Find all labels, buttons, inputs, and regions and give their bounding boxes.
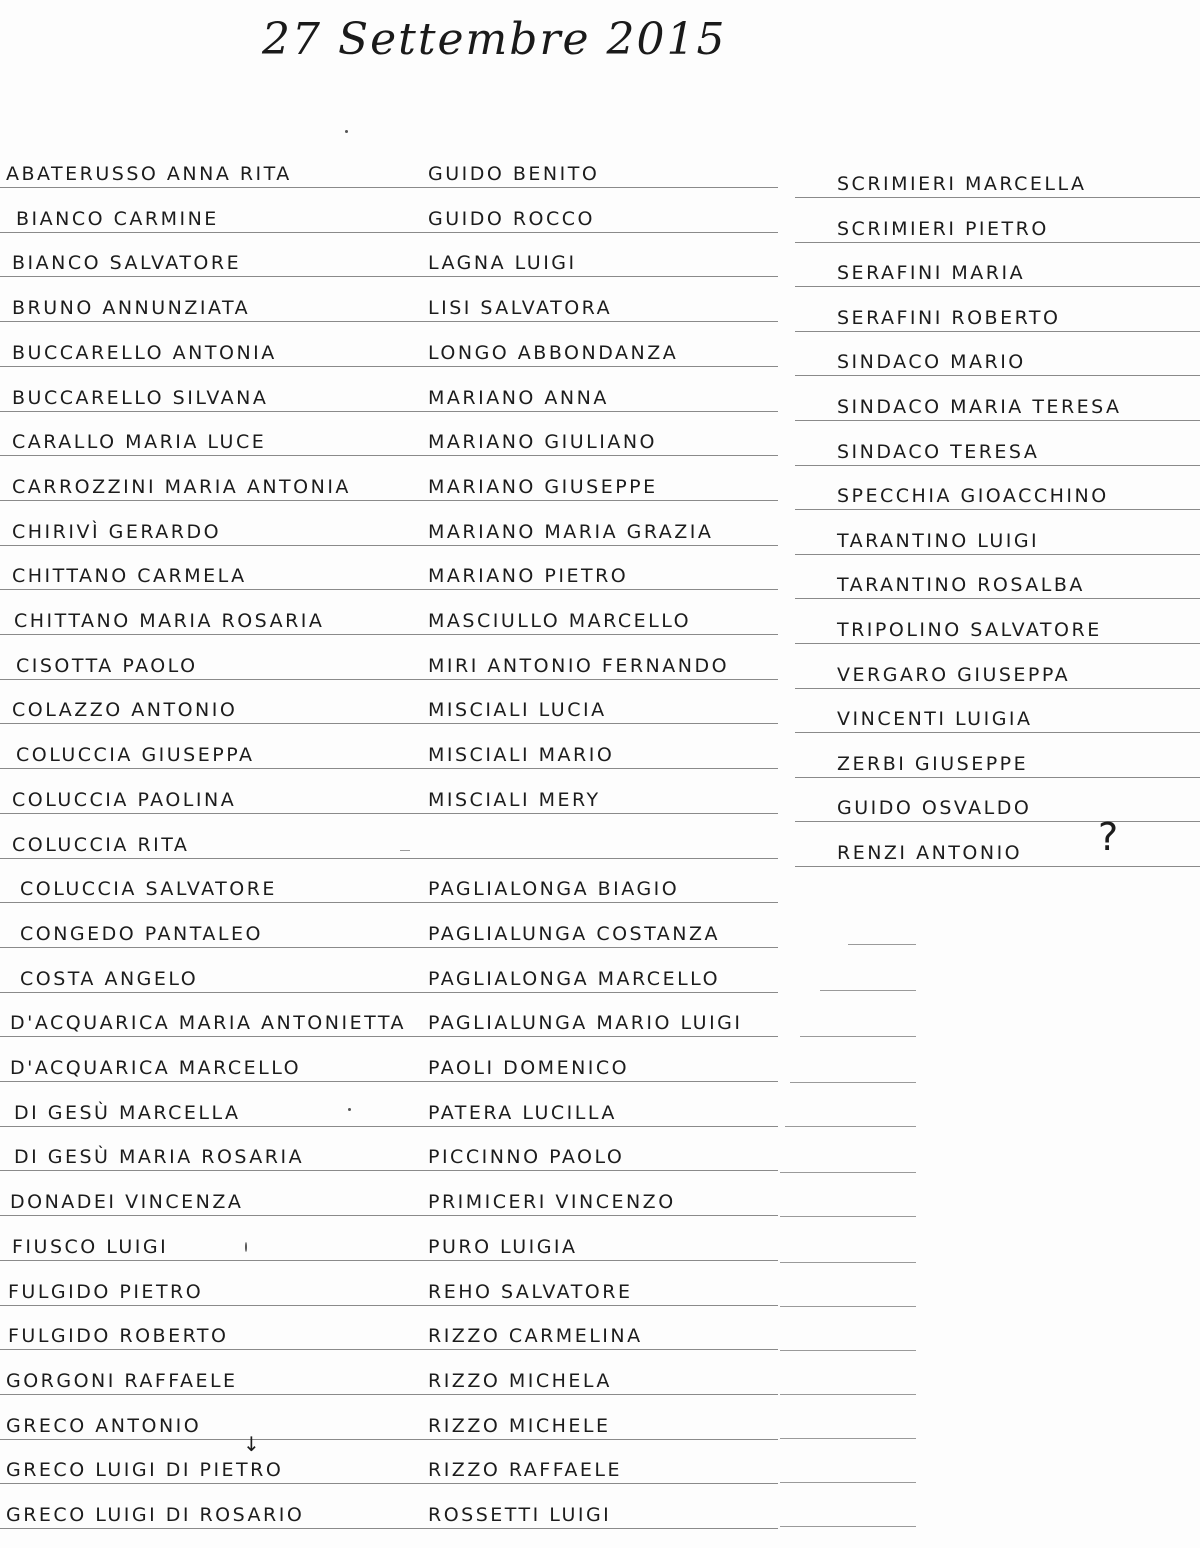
name-entry-text: DI GESÙ MARIA ROSARIA [14,1146,305,1169]
name-entry [0,783,408,814]
blank-ruled-line [780,1306,916,1307]
blank-ruled-line [780,1262,916,1263]
name-entry [400,425,778,456]
name-entry [0,291,408,322]
name-entry-text: D'ACQUARICA MARCELLO [10,1057,302,1079]
name-entry-text: SINDACO MARIA TERESA [837,396,1122,418]
name-entry [400,649,778,680]
name-entry-text: VINCENTI LUIGIA [837,708,1033,731]
name-entry-text: PAGLIALONGA BIAGIO [428,878,680,901]
name-entry-text: GRECO LUIGI DI ROSARIO [6,1504,305,1526]
blank-ruled-line [780,1350,916,1351]
name-entry [0,381,408,412]
name-entry-text: RIZZO RAFFAELE [428,1459,622,1482]
name-entry-text: BUCCARELLO ANTONIA [12,341,277,364]
name-entry-text: VERGARO GIUSEPPA [837,663,1071,686]
name-entry-text: CARROZZINI MARIA ANTONIA [12,475,351,498]
name-entry-text: MIRI ANTONIO FERNANDO [428,654,730,677]
name-entry-text: PAGLIALUNGA MARIO LUIGI [428,1012,743,1035]
name-entry [400,470,778,501]
name-entry-text: PRIMICERI VINCENZO [428,1191,676,1214]
name-entry-text: CHITTANO MARIA ROSARIA [14,610,325,632]
name-entry [400,962,778,993]
name-entry-text: BIANCO SALVATORE [12,252,242,275]
name-entry-text: MARIANO MARIA GRAZIA [428,520,714,543]
name-entry-text: CARALLO MARIA LUCE [12,431,267,454]
blank-ruled-line [848,944,916,945]
name-entry-text: CHIRIVÌ GERARDO [12,520,222,543]
name-entry-text: COLAZZO ANTONIO [12,699,238,722]
name-entry [0,828,408,859]
name-entry-text: PICCINNO PAOLO [428,1146,625,1169]
blank-ruled-line [800,1036,916,1037]
name-entry [795,524,1200,555]
name-entry [400,1275,778,1306]
name-entry [795,658,1200,689]
name-entry-text: GUIDO OSVALDO [837,797,1032,820]
name-entry-text: GUIDO ROCCO [428,207,596,230]
name-entry-text: MISCIALI LUCIA [428,699,607,722]
name-entry-text: COLUCCIA PAOLINA [12,788,237,811]
name-entry [400,1230,778,1261]
name-entry [400,604,778,635]
name-entry [795,345,1200,376]
down-arrow-annotation: ↓ [243,1432,260,1456]
name-entry [0,1275,408,1306]
name-entry [0,738,408,769]
name-entry [400,246,778,277]
name-entry [400,559,778,590]
name-entry-text: SCRIMIERI MARCELLA [837,173,1087,195]
name-entry [400,336,778,367]
name-entry [400,1364,778,1395]
name-entry [795,568,1200,599]
name-entry [400,1051,778,1082]
name-entry [400,917,778,948]
name-entry [0,1364,408,1395]
ink-speck [348,1108,351,1111]
name-entry [400,783,778,814]
name-entry-text: REHO SALVATORE [428,1280,633,1303]
name-entry [400,291,778,322]
name-entry-text: SINDACO MARIO [837,351,1026,374]
page-title: 27 Settembre 2015 [262,14,727,65]
name-entry [795,435,1200,466]
name-entry-text: PAOLI DOMENICO [428,1057,630,1079]
name-entry-text: CONGEDO PANTALEO [20,922,263,945]
name-entry [0,336,408,367]
name-entry [795,301,1200,332]
name-entry [0,470,408,501]
question-mark-annotation: ? [1098,815,1119,859]
name-entry [400,1006,778,1037]
name-entry [795,836,1200,867]
name-entry-text: SERAFINI MARIA [837,262,1026,285]
name-entry-text: COLUCCIA RITA [12,833,190,856]
name-entry [0,1006,408,1037]
name-entry-text: FULGIDO PIETRO [8,1280,204,1303]
name-entry-text: RIZZO MICHELE [428,1414,611,1437]
name-entry [400,1140,778,1171]
name-entry [400,1453,778,1484]
name-entry-text: D'ACQUARICA MARIA ANTONIETTA [10,1012,406,1035]
name-entry [0,917,408,948]
name-entry-text: DI GESÙ MARCELLA [14,1101,241,1124]
blank-ruled-line [780,1394,916,1395]
name-entry [795,747,1200,778]
name-entry-text: CHITTANO CARMELA [12,565,247,588]
name-entry-text: PAGLIALUNGA COSTANZA [428,922,720,945]
name-entry [400,693,778,724]
name-entry [400,1319,778,1350]
blank-ruled-line [780,1526,916,1527]
name-entry-text: MASCIULLO MARCELLO [428,610,692,632]
name-entry [795,479,1200,510]
name-entry-text: BUCCARELLO SILVANA [12,386,269,409]
name-entry [0,157,408,188]
name-entry-text: FULGIDO ROBERTO [8,1325,229,1348]
name-entry-text: ZERBI GIUSEPPE [837,752,1029,775]
name-entry [400,1409,778,1440]
name-entry [795,390,1200,421]
name-entry [0,1096,408,1127]
name-entry [795,791,1200,822]
name-entry [400,738,778,769]
name-entry [0,559,408,590]
name-entry-text: LONGO ABBONDANZA [428,341,679,364]
name-entry-text: RIZZO CARMELINA [428,1325,643,1348]
name-entry [795,702,1200,733]
name-entry-text: MISCIALI MERY [428,788,601,811]
name-entry-text: PAGLIALONGA MARCELLO [428,967,721,990]
name-entry-text: COLUCCIA SALVATORE [20,878,277,901]
name-entry-text: SERAFINI ROBERTO [837,306,1061,329]
name-entry-text: SCRIMIERI PIETRO [837,217,1049,240]
name-entry [400,1096,778,1127]
name-entry [795,256,1200,287]
blank-ruled-line [400,850,410,851]
blank-ruled-line [785,1126,916,1127]
name-entry [0,1453,408,1484]
name-entry-text: BRUNO ANNUNZIATA [12,297,251,320]
blank-ruled-line [820,990,916,991]
name-entry [0,872,408,903]
name-entry [0,962,408,993]
name-entry-text: ROSSETTI LUIGI [428,1504,612,1526]
name-entry-text: TARANTINO LUIGI [837,529,1040,552]
name-entry [0,693,408,724]
name-entry [795,167,1200,198]
name-entry-text: RENZI ANTONIO [837,842,1023,864]
name-entry [0,1498,408,1529]
name-entry [795,613,1200,644]
name-entry-text: MARIANO ANNA [428,386,609,409]
name-entry [0,1140,408,1171]
name-entry [0,1185,408,1216]
name-entry-text: LAGNA LUIGI [428,252,577,275]
name-entry [400,381,778,412]
name-entry [400,1185,778,1216]
name-entry [400,828,778,859]
ink-speck [345,130,348,133]
name-entry-text: ABATERUSSO ANNA RITA [6,163,292,185]
name-entry [400,157,778,188]
name-entry [400,872,778,903]
name-entry-text: SINDACO TERESA [837,440,1040,463]
name-entry-text: CISOTTA PAOLO [16,654,198,677]
name-entry [0,604,408,635]
blank-ruled-line [790,1082,916,1083]
name-entry-text: COLUCCIA GIUSEPPA [16,744,255,767]
name-entry [400,202,778,233]
blank-ruled-line [780,1438,916,1439]
name-entry-text: PATERA LUCILLA [428,1101,617,1124]
name-entry [400,1498,778,1529]
name-entry-text: GUIDO BENITO [428,163,600,185]
name-entry-text: BIANCO CARMINE [16,207,219,230]
blank-ruled-line [780,1172,916,1173]
name-entry [0,1051,408,1082]
name-entry-text: GRECO ANTONIO [6,1414,202,1437]
ink-speck [245,1242,247,1252]
name-entry [0,1409,408,1440]
name-entry-text: MARIANO PIETRO [428,565,629,588]
name-entry [0,649,408,680]
name-entry [0,515,408,546]
blank-ruled-line [780,1216,916,1217]
name-entry [0,1319,408,1350]
name-entry-text: DONADEI VINCENZA [10,1191,244,1214]
name-entry-text: MISCIALI MARIO [428,744,615,767]
blank-ruled-line [780,1482,916,1483]
name-entry-text: RIZZO MICHELA [428,1369,612,1392]
name-entry [0,425,408,456]
name-entry [0,1230,408,1261]
name-entry-text: LISI SALVATORA [428,297,613,320]
name-entry-text: FIUSCO LUIGI [12,1235,169,1258]
name-entry-text: MARIANO GIULIANO [428,431,657,454]
name-entry-text: COSTA ANGELO [20,967,199,990]
name-entry [400,515,778,546]
name-entry-text: GORGONI RAFFAELE [6,1369,238,1392]
name-entry-text: PURO LUIGIA [428,1235,578,1258]
name-entry-text: MARIANO GIUSEPPE [428,475,658,498]
name-entry [795,212,1200,243]
name-entry [0,202,408,233]
name-entry-text: SPECCHIA GIOACCHINO [837,485,1109,508]
name-entry-text: TRIPOLINO SALVATORE [837,619,1102,641]
name-entry-text: GRECO LUIGI DI PIETRO [6,1459,284,1482]
name-entry [0,246,408,277]
name-entry-text: TARANTINO ROSALBA [837,574,1085,597]
